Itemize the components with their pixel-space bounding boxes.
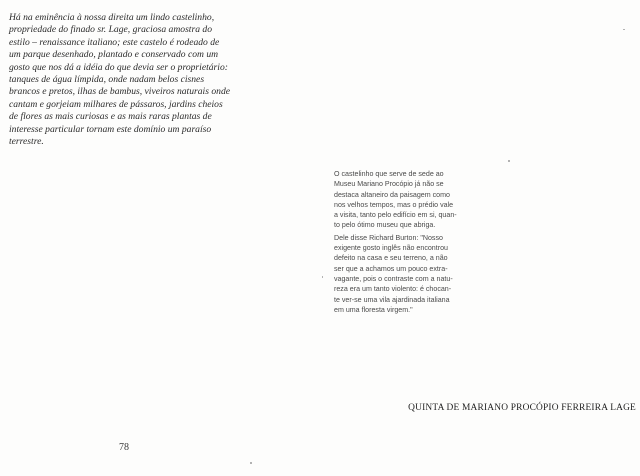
caption-line: nos velhos tempos, mas o prédio vale [334,200,454,209]
quote-line: cantam e gorjeiam milhares de pássaros, jardins cheios [9,98,223,110]
paper-speck [623,29,625,30]
quote-line: brancos e pretos, ilhas de bambus, viveiros naturais onde [9,86,230,98]
caption-line: em uma floresta virgem." [334,305,413,314]
quote-line: um parque desenhado, plantado e conservado com um [9,49,219,61]
caption-line: vagante, pois o contraste com a natu- [334,274,453,283]
quote-line: terrestre. [9,136,44,148]
quote-line: interesse particular tornam este domínio um paraíso [9,123,212,135]
page-number: 78 [119,442,129,453]
quote-line: propriedade do finado sr. Lage, graciosa amostra do [9,24,212,36]
paper-speck [508,160,510,162]
caption-line: Dele disse Richard Burton: "Nosso [334,233,443,242]
paper-speck [322,276,323,278]
paper-speck [250,462,252,464]
quote-line: gosto que nos dá a idéia do que devia ser o proprietário: [9,61,228,73]
quote-line: estilo – renaissance italiano; este castelo é rodeado de [9,36,220,48]
caption-line: O castelinho que serve de sede ao [334,170,444,178]
caption-line: exigente gosto inglês não encontrou [334,244,448,253]
caption-line: defeito na casa e seu terreno, a não [334,254,448,263]
caption-line: ser que a achamos um pouco extra- [334,264,448,273]
plate-title: QUINTA DE MARIANO PROCÓPIO FERREIRA LAGE [408,403,636,413]
caption-line: Museu Mariano Procópio já não se [334,180,444,189]
caption-paragraph-1 [334,169,514,231]
italic-quote-passage [9,12,279,148]
quote-line: de flores as mais curiosas e as mais raras plantas de [9,111,212,123]
caption-line: a visita, tanto pelo edifício em si, quan- [334,211,457,220]
caption-line: destaca altaneiro da paisagem como [334,190,450,199]
quote-line: tanques de água límpida, onde nadam belos cisnes [9,74,205,86]
caption-paragraph-2 [334,233,514,315]
caption-line: te ver-se uma vila ajardinada italiana [334,295,450,304]
caption-line: reza era um tanto violento: é chocan- [334,285,452,294]
photo-caption [334,169,514,317]
caption-line: to pelo ótimo museu que abriga. [334,221,436,230]
quote-line: Há na eminência à nossa direita um lindo castelinho, [9,12,215,23]
